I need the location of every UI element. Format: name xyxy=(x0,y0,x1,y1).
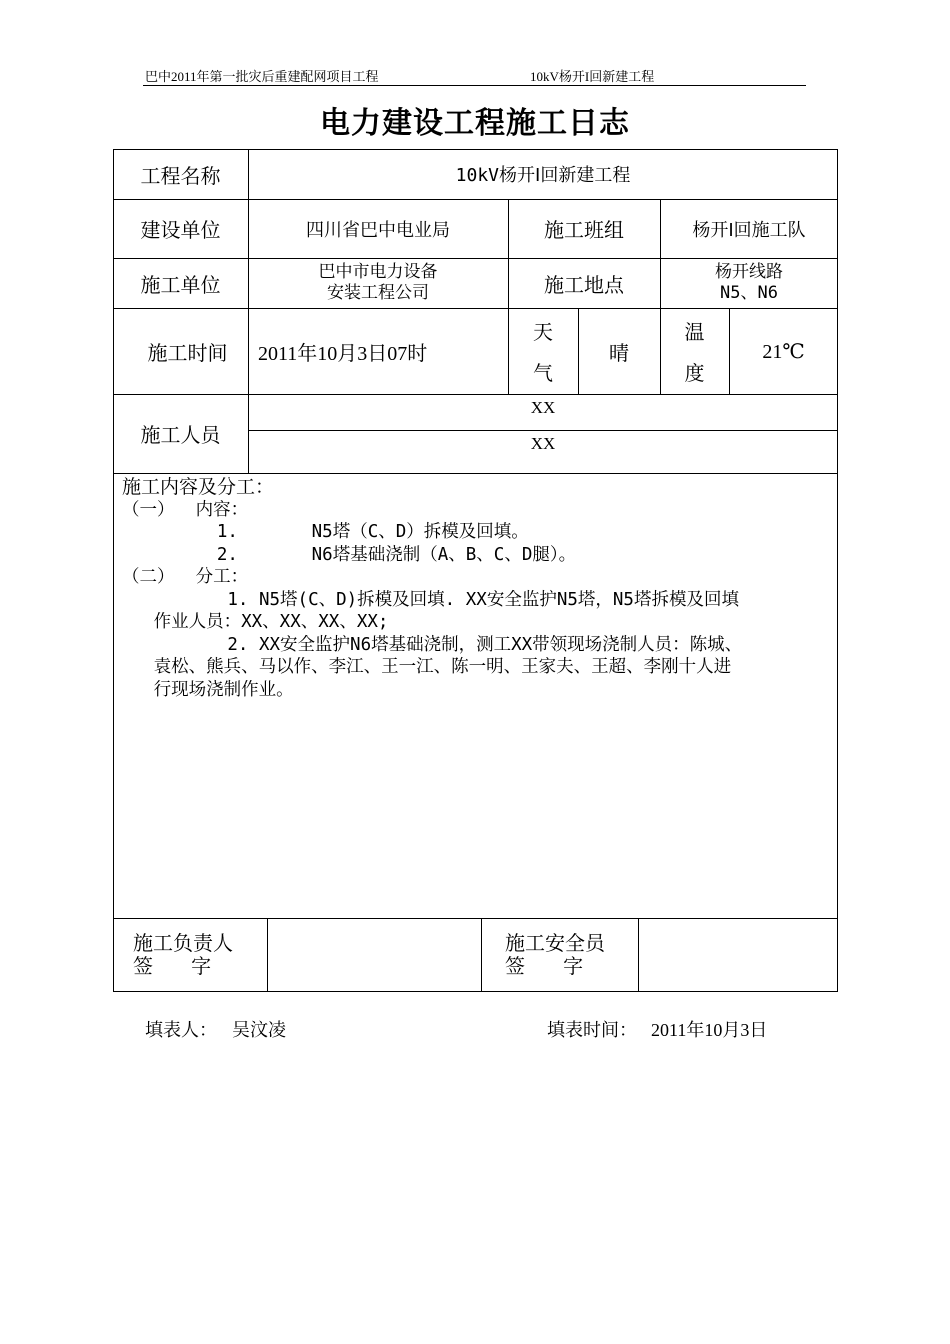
site-value xyxy=(660,258,838,308)
leader-signature-label xyxy=(113,918,267,992)
contractor-value xyxy=(248,258,508,308)
project-name-label: 工程名称 xyxy=(140,163,221,188)
content-line: 行现场浇制作业。 xyxy=(122,679,294,700)
leader-label-line2: 签 字 xyxy=(133,954,212,978)
content-line: 1. N5塔（C、D）拆模及回填。 xyxy=(122,522,529,542)
work-content xyxy=(122,476,834,701)
safety-signature-field[interactable] xyxy=(638,918,838,992)
weather-label-2: 气 xyxy=(533,361,553,385)
safety-label-line2: 签 字 xyxy=(505,954,584,978)
team-label: 施工班组 xyxy=(544,218,624,242)
temp-label-1: 温 xyxy=(684,320,705,344)
document-title: 电力建设工程施工日志 xyxy=(320,106,630,141)
site-label: 施工地点 xyxy=(544,272,624,297)
time-value: 2011年10月3日07时 xyxy=(258,342,428,365)
content-line: 2. XX安全监护N6塔基础浇制，测工XX带领现场浇制人员：陈城、 xyxy=(122,634,743,655)
site-value-line1: 杨开线路 xyxy=(715,262,783,282)
content-line: （一） 内容： xyxy=(122,499,249,520)
time-label: 施工时间 xyxy=(147,340,228,365)
date-label: 填表时间： xyxy=(547,1020,637,1040)
staff-label: 施工人员 xyxy=(140,423,221,447)
filler-label: 填表人： xyxy=(145,1020,217,1040)
staff-row-2: XX xyxy=(530,434,556,453)
page-header-left: 巴中2011年第一批灾后重建配网项目工程 xyxy=(145,69,379,84)
weather-label-1: 天 xyxy=(533,320,553,344)
row-divider xyxy=(113,473,838,474)
content-heading: 施工内容及分工： xyxy=(122,476,275,498)
leader-label-line1: 施工负责人 xyxy=(133,931,233,955)
owner-label: 建设单位 xyxy=(140,218,221,242)
owner-value: 四川省巴中电业局 xyxy=(306,219,450,241)
filler-name: 吴汶凌 xyxy=(232,1020,286,1040)
content-line: 作业人员：XX、XX、XX、XX; xyxy=(122,612,389,632)
leader-signature-field[interactable] xyxy=(267,918,481,992)
page-header-right: 10kV杨开I回新建工程 xyxy=(530,69,655,84)
contractor-value-line1: 巴中市电力设备 xyxy=(318,262,438,282)
safety-label-line1: 施工安全员 xyxy=(505,931,605,955)
content-line: 1. N5塔(C、D)拆模及回填. XX安全监护N5塔，N5塔拆模及回填 xyxy=(122,589,739,610)
header-divider xyxy=(143,85,806,86)
content-line: 袁松、熊兵、马以作、李江、王一江、陈一明、王家夫、王超、李刚十人进 xyxy=(122,657,732,677)
team-value: 杨开Ⅰ回施工队 xyxy=(692,219,806,241)
project-name-value: 10kV杨开Ⅰ回新建工程 xyxy=(455,165,631,186)
temp-value: 21℃ xyxy=(762,340,805,363)
weather-value: 晴 xyxy=(609,340,629,365)
safety-signature-label xyxy=(481,918,638,992)
contractor-value-line2: 安装工程公司 xyxy=(327,283,429,303)
temp-label-2: 度 xyxy=(684,361,705,385)
content-line: 2. N6塔基础浇制（A、B、C、D腿）。 xyxy=(122,544,577,565)
site-value-line2: N5、N6 xyxy=(720,283,778,303)
contractor-label: 施工单位 xyxy=(140,272,221,297)
date-value: 2011年10月3日 xyxy=(651,1020,768,1040)
temp-label xyxy=(660,308,729,394)
staff-row-1: XX xyxy=(530,398,556,417)
weather-label xyxy=(508,308,578,394)
content-line: （二） 分工： xyxy=(122,567,249,587)
